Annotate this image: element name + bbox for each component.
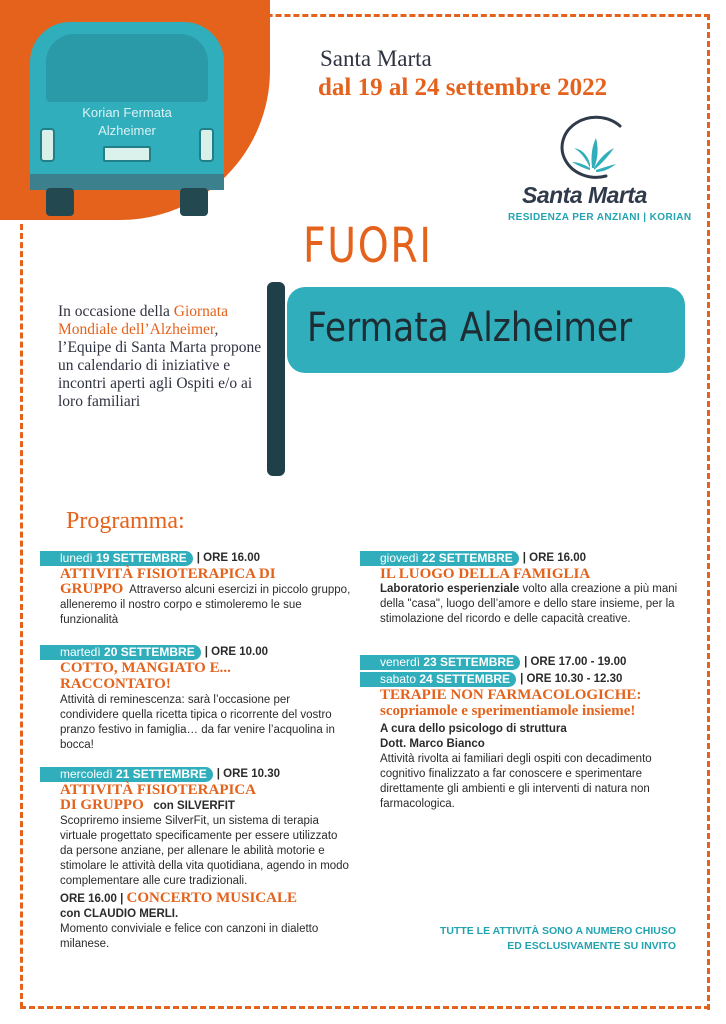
event-tuesday — [60, 645, 352, 753]
dashed-border-bottom — [20, 1006, 710, 1009]
event-desc: Attività di reminescenza: sarà l’occasione per condividere quella ricetta tipica o ricorrente del vostro pranzo festivo in famiglia… da far venire l’acquolina in bocca! — [60, 694, 335, 751]
event-monday-header — [60, 551, 352, 566]
event-title-2: CONCERTO MUSICALE — [126, 890, 297, 906]
event-wednesday-header — [60, 767, 352, 782]
van-left-wheel — [46, 188, 74, 216]
van-plate — [103, 146, 151, 162]
event-desc: Laboratorio esperienziale volto alla creazione a più mani della "casa", luogo dell’amore e dello stare insieme, per la stimolazione del ricordo e delle capacità creative. — [380, 583, 678, 625]
event-desc: Scopriremo insieme SilverFit, un sistema di terapia virtuale progettato specificamente per essere utilizzato da persone anziane, per allenare le abilità motorie e stimolare le attività della vita quotidiana, agendo in modo complementare alle cure tradizionali. — [60, 815, 349, 887]
event-title: ATTIVITÀ FISIOTERAPICA DI — [60, 566, 276, 582]
event-with-2: con CLAUDIO MERLI. — [60, 908, 179, 920]
date-pill: venerdì 23 SETTEMBRE — [360, 655, 520, 670]
dashed-border-right — [707, 14, 710, 1010]
van-illustration — [30, 22, 224, 218]
sign-top-text: FUORI — [303, 218, 433, 274]
logo-subtitle: RESIDENZA PER ANZIANI | KORIAN — [508, 212, 692, 223]
event-saturday-header — [380, 672, 680, 687]
dashed-border-top — [222, 14, 710, 17]
event-wednesday — [60, 767, 352, 952]
event-tuesday-header — [60, 645, 352, 660]
intro-text: In occasione della Giornata Mondiale dell’Alzheimer, l’Equipe di Santa Marta propone un calendario di iniziative e incontri aperti agli Ospiti e/o ai loro familiari — [58, 303, 262, 410]
event-time: | ORE 10.30 - 12.30 — [520, 673, 623, 685]
event-time: | ORE 17.00 - 19.00 — [524, 656, 627, 668]
event-with: con SILVERFIT — [153, 800, 235, 812]
event-desc-2: Momento conviviale e felice con canzoni in dialetto milanese. — [60, 923, 319, 950]
leaf-sprig-logo-icon — [550, 114, 630, 184]
header-place: Santa Marta — [320, 46, 432, 71]
van-right-wheel — [180, 188, 208, 216]
event-title: COTTO, MANGIATO E... RACCONTATO! — [60, 660, 231, 692]
event-time: | ORE 10.30 — [216, 768, 281, 780]
date-pill: mercoledì 21 SETTEMBRE — [40, 767, 213, 782]
dashed-border-left — [20, 224, 23, 1008]
footer-note: TUTTE LE ATTIVITÀ SONO A NUMERO CHIUSO ED ESCLUSIVAMENTE SU INVITO — [439, 925, 676, 952]
van-right-light — [199, 128, 214, 162]
date-pill: martedì 20 SETTEMBRE — [40, 645, 201, 660]
event-title: IL LUOGO DELLA FAMIGLIA — [380, 566, 591, 582]
event-title: ATTIVITÀ FISIOTERAPICA — [60, 782, 257, 798]
event-title-cont: GRUPPO — [60, 581, 124, 597]
sign-pole — [267, 282, 285, 476]
event-time: | ORE 10.00 — [204, 646, 269, 658]
event-desc: gruppo, alleneremo il nostro corpo e stimoleremo le sue funzionalità — [60, 584, 351, 626]
logo-name: Santa Marta — [522, 182, 647, 208]
santa-marta-logo — [508, 110, 704, 230]
event-thursday — [380, 551, 680, 627]
event-title-cont: DI GRUPPO — [60, 797, 144, 813]
event-monday — [60, 551, 352, 628]
van-window — [46, 34, 208, 102]
event-title: TERAPIE NON FARMACOLOGICHE: scopriamole e sperimentiamole insieme! — [380, 687, 642, 719]
event-time: | ORE 16.00 — [522, 552, 587, 564]
event-curator: A cura dello psicologo di struttura — [380, 723, 567, 735]
date-pill: giovedì 22 SETTEMBRE — [360, 551, 519, 566]
van-left-light — [40, 128, 55, 162]
event-time-2: ORE 16.00 | — [60, 893, 124, 905]
header-dates: dal 19 al 24 settembre 2022 — [318, 74, 608, 101]
date-pill: sabato 24 SETTEMBRE — [360, 672, 516, 687]
event-desc: Attività rivolta ai familiari degli ospiti con decadimento cognitivo finalizzato a far conoscere e sperimentare direttamente gli ambienti e gli interventi di natura non farmacologica. — [380, 753, 652, 810]
intro-highlight: Giornata Mondiale dell’Alzheimer — [58, 303, 228, 338]
event-desc-inline: Attraverso alcuni esercizi in piccolo — [129, 584, 309, 596]
event-thursday-header — [380, 551, 680, 566]
sign-board-text: Fermata Alzheimer — [307, 305, 633, 351]
date-pill: lunedì 19 SETTEMBRE — [40, 551, 193, 566]
programma-heading: Programma: — [66, 508, 185, 534]
event-saturday — [380, 672, 680, 812]
event-curator-name: Dott. Marco Bianco — [380, 738, 485, 750]
event-friday-header — [380, 655, 680, 670]
event-time: | ORE 16.00 — [196, 552, 261, 564]
van-label: Korian Fermata Alzheimer — [82, 105, 172, 138]
event-friday — [380, 655, 680, 670]
sign-board — [287, 287, 685, 373]
